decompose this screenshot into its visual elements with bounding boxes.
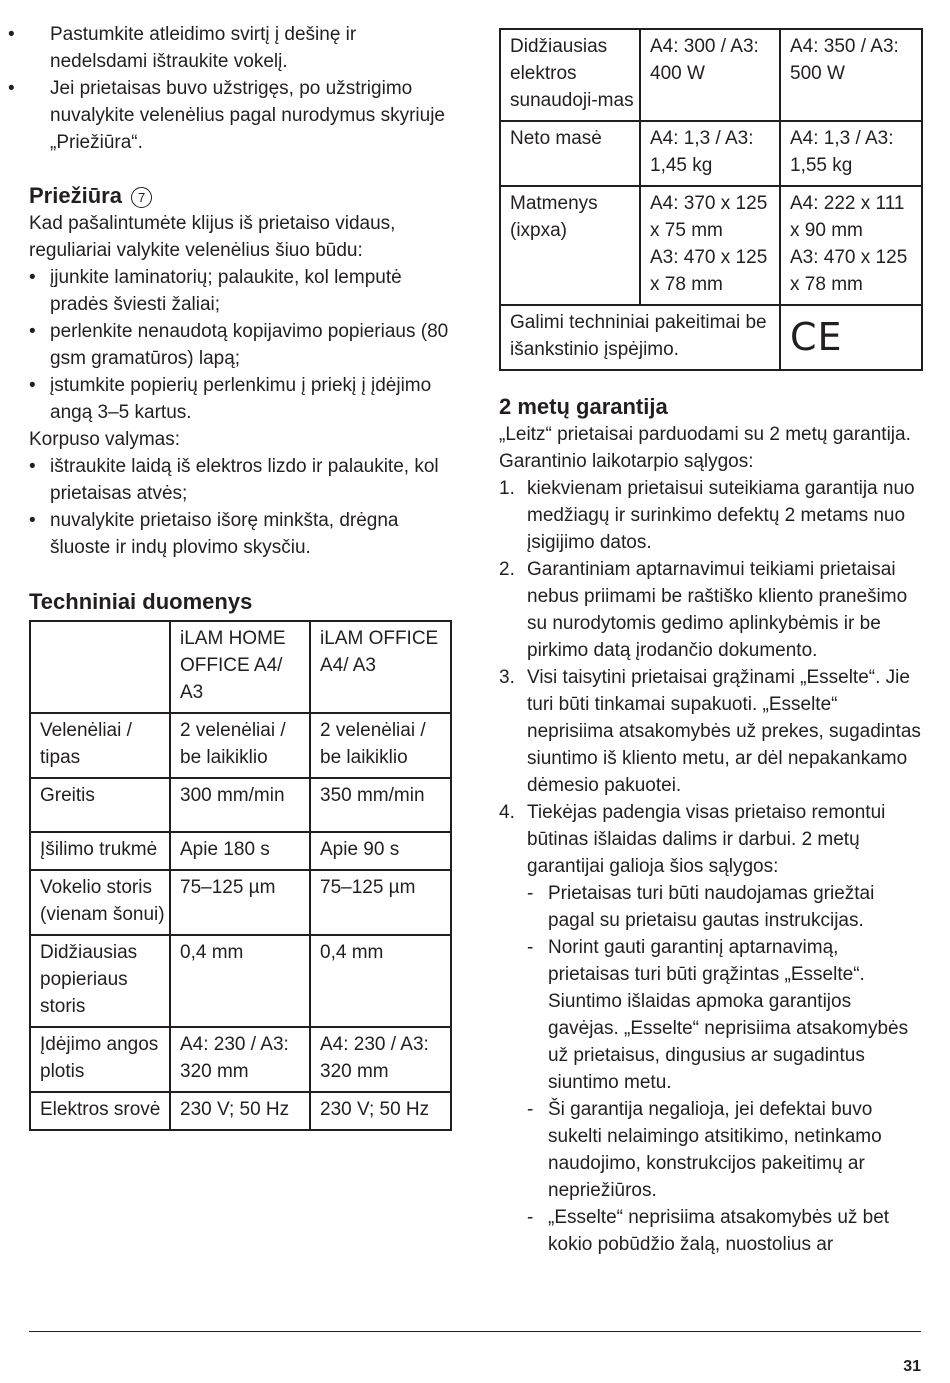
table-cell: A4: 222 x 111 x 90 mm A3: 470 x 125 x 78 mm	[780, 186, 922, 305]
tech-table	[29, 620, 452, 1131]
table-cell: 75–125 µm	[170, 870, 310, 935]
table-cell: A4: 1,3 / A3: 1,45 kg	[640, 121, 780, 186]
table-cell: 2 velenėliai / be laikiklio	[170, 713, 310, 778]
tech-heading: Techniniai duomenys	[29, 589, 253, 614]
table-cell: Įdėjimo angos plotis	[30, 1027, 170, 1092]
warranty-heading: 2 metų garantija	[499, 394, 668, 419]
list-item: • nuvalykite prietaiso išorę minkšta, drėgna šluoste ir indų plovimo skysčiu.	[29, 507, 450, 561]
table-row	[500, 186, 922, 305]
list-item: - Prietaisas turi būti naudojamas griežtai pagal su prietaisu gautas instrukcijas.	[527, 880, 921, 934]
table-cell: Elektros srovė	[30, 1092, 170, 1130]
table-cell: 0,4 mm	[310, 935, 451, 1027]
table-cell: A4: 300 / A3: 400 W	[640, 29, 780, 121]
ce-mark-icon: CE	[790, 315, 843, 359]
list-item: • ištraukite laidą iš elektros lizdo ir palaukite, kol prietaisas atvės;	[29, 453, 450, 507]
table-cell-note: Galimi techniniai pakeitimai be išankstinio įspėjimo.	[500, 305, 780, 370]
table-cell: 230 V; 50 Hz	[310, 1092, 451, 1130]
table-cell: Didžiausias elektros sunaudoji-mas	[500, 29, 640, 121]
table-cell: A4: 230 / A3: 320 mm	[310, 1027, 451, 1092]
list-number: 4.	[499, 802, 515, 823]
table-cell: 2 velenėliai / be laikiklio	[310, 713, 451, 778]
table-cell: iLAM OFFICE A4/ A3	[310, 621, 451, 713]
table-cell: Įšilimo trukmė	[30, 832, 170, 870]
list-text: kiekvienam prietaisui suteikiama garantija nuo medžiagų ir surinkimo defektų 2 metams nuo įsigijimo datos.	[527, 478, 915, 553]
list-item: • Jei prietaisas buvo užstrigęs, po užstrigimo nuvalykite velenėlius pagal nurodymus skyriuje „Priežiūra“.	[6, 75, 450, 156]
list-item	[499, 556, 921, 664]
care-title: Priežiūra	[29, 183, 122, 208]
footer-rule	[29, 1331, 921, 1332]
table-cell: Apie 90 s	[310, 832, 451, 870]
care-intro: Kad pašalintumėte klijus iš prietaiso vidaus, reguliariai valykite velenėlius šiuo būdu:	[29, 213, 396, 261]
table-row	[500, 29, 922, 121]
warranty-intro: „Leitz“ prietaisai parduodami su 2 metų garantija. Garantinio laikotarpio sąlygos:	[499, 424, 911, 472]
table-row	[30, 1027, 451, 1092]
right-column	[499, 28, 921, 1258]
ce-mark-cell	[780, 305, 922, 370]
list-item: • įjunkite laminatorių; palaukite, kol lemputė pradės šviesti žaliai;	[29, 264, 450, 318]
list-number: 2.	[499, 559, 515, 580]
table-cell: Vokelio storis (vienam šonui)	[30, 870, 170, 935]
table-row	[30, 870, 451, 935]
table-cell: Greitis	[30, 778, 170, 832]
list-item: - Norint gauti garantinį aptarnavimą, prietaisas turi būti grąžintas „Esselte“. Siuntimo išlaidas apmoka garantijos gavėjas. „Esselte“ neprisiima atsakomybės už prietaisus, dingusius ar sugadintus siuntimo metu.	[527, 934, 921, 1096]
housing-steps	[29, 453, 450, 561]
table-cell: Didžiausias popieriaus storis	[30, 935, 170, 1027]
table-cell: 230 V; 50 Hz	[170, 1092, 310, 1130]
table-row	[30, 778, 451, 832]
list-item: • Pastumkite atleidimo svirtį į dešinę ir nedelsdami ištraukite vokelį.	[6, 21, 450, 75]
table-cell: 0,4 mm	[170, 935, 310, 1027]
page-number: 31	[903, 1358, 921, 1375]
table-cell: iLAM HOME OFFICE A4/ A3	[170, 621, 310, 713]
list-item	[499, 664, 921, 799]
table-cell: 350 mm/min	[310, 778, 451, 832]
table-cell: A4: 230 / A3: 320 mm	[170, 1027, 310, 1092]
table-cell: A4: 370 x 125 x 75 mm A3: 470 x 125 x 78 mm	[640, 186, 780, 305]
care-steps	[29, 264, 450, 426]
table-row	[30, 621, 451, 713]
list-item: - Ši garantija negalioja, jei defektai buvo sukelti nelaimingo atsitikimo, netinkamo naudojimo, konstrukcijos pakeitimų ar nepriežiūros.	[527, 1096, 921, 1204]
tech-table-continued	[499, 28, 923, 371]
table-cell: A4: 350 / A3: 500 W	[780, 29, 922, 121]
list-item	[499, 475, 921, 556]
table-cell: Apie 180 s	[170, 832, 310, 870]
table-row	[500, 121, 922, 186]
list-text: Visi taisytini prietaisai grąžinami „Esselte“. Jie turi būti tinkamai supakuoti. „Esselte“ neprisiima atsakomybės už prekes, sugadintas siuntimo iš kliento metu, ar dėl nepakankamo dėmesio pakuotei.	[527, 667, 921, 796]
care-heading	[29, 182, 450, 210]
table-cell: 300 mm/min	[170, 778, 310, 832]
table-cell: Velenėliai / tipas	[30, 713, 170, 778]
list-text: Garantiniam aptarnavimui teikiami prietaisai nebus priimami be raštiško kliento pranešimo su nurodytomis gedimo aplinkybėmis ir be pirkimo datą įrodančio dokumento.	[527, 559, 908, 661]
housing-title: Korpuso valymas:	[29, 429, 181, 450]
list-item: • perlenkite nenaudotą kopijavimo popieriaus (80 gsm gramatūros) lapą;	[29, 318, 450, 372]
ref-circle: 7	[131, 187, 152, 208]
left-column	[29, 21, 450, 1131]
warranty-terms	[499, 475, 921, 1258]
list-number: 3.	[499, 667, 515, 688]
table-cell: 75–125 µm	[310, 870, 451, 935]
table-row	[30, 935, 451, 1027]
table-row	[30, 713, 451, 778]
table-cell: Neto masė	[500, 121, 640, 186]
warranty-conditions	[527, 880, 921, 1258]
list-item	[499, 799, 921, 1258]
intro-bullet-list	[6, 21, 450, 156]
list-text: Tiekėjas padengia visas prietaiso remontui būtinas išlaidas dalims ir darbui. 2 metų garantijai galioja šios sąlygos:	[527, 802, 886, 877]
table-row	[30, 832, 451, 870]
table-cell	[30, 621, 170, 713]
table-row	[500, 305, 922, 370]
list-number: 1.	[499, 478, 515, 499]
list-item: • įstumkite popierių perlenkimu į priekį į įdėjimo angą 3–5 kartus.	[29, 372, 450, 426]
table-cell: Matmenys (ixpxa)	[500, 186, 640, 305]
table-row	[30, 1092, 451, 1130]
list-item: - „Esselte“ neprisiima atsakomybės už bet kokio pobūdžio žalą, nuostolius ar	[527, 1204, 921, 1258]
table-cell: A4: 1,3 / A3: 1,55 kg	[780, 121, 922, 186]
